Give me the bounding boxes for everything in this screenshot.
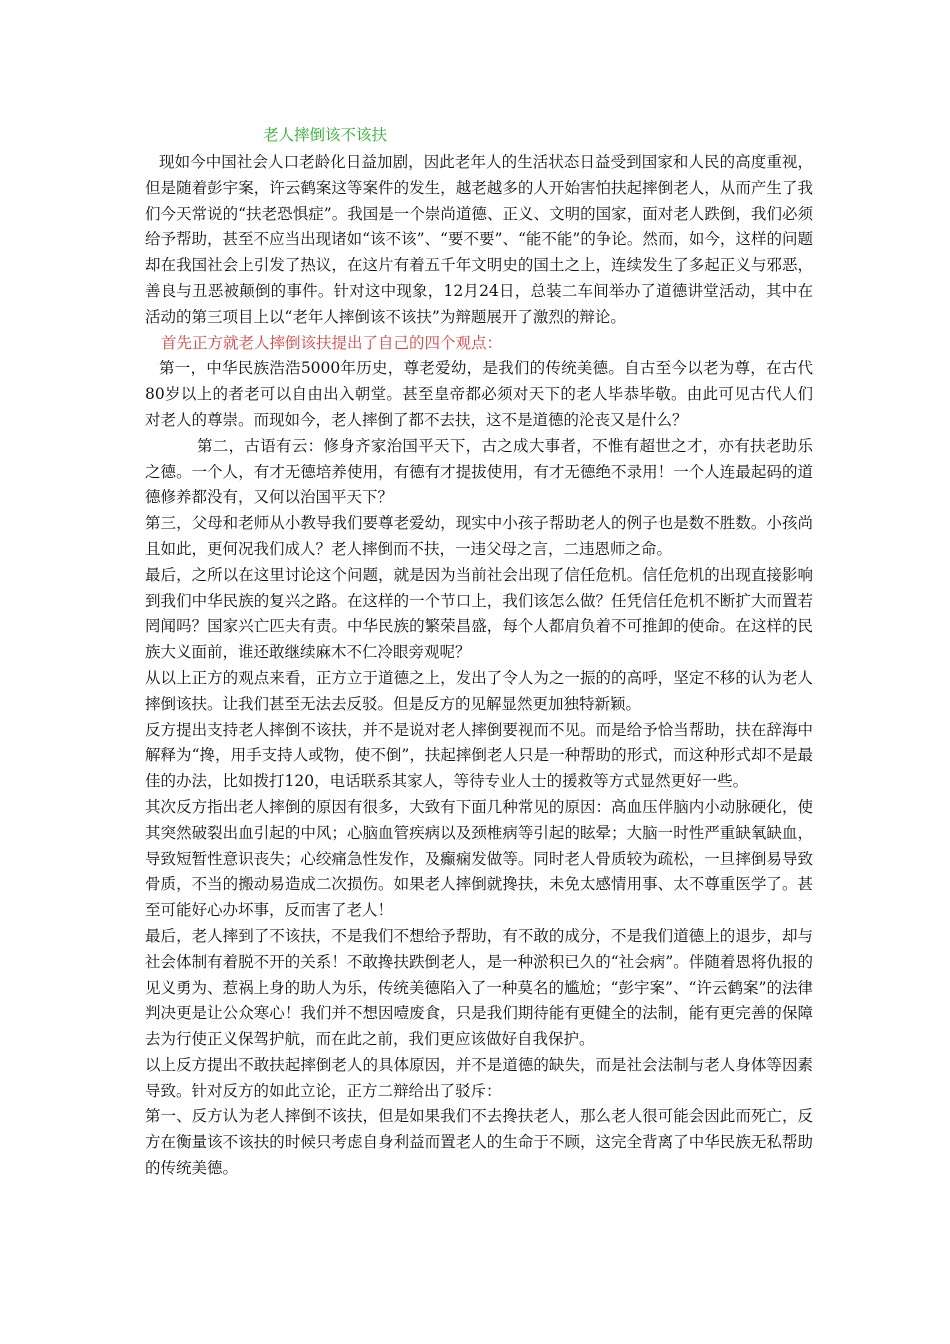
body-paragraph: 第三，父母和老师从小教导我们要尊老爱幼，现实中小孩子帮助老人的例子也是数不胜数。小孩尚且如此，更何况我们成人？老人摔倒而不扶，一违父母之言，二违恩师之命。 [145, 514, 813, 558]
document-body [145, 150, 813, 1182]
body-paragraph: 现如今中国社会人口老龄化日益加剧，因此老年人的生活状态日益受到国家和人民的高度重视，但是随着彭宇案，许云鹤案这等案件的发生，越老越多的人开始害怕扶起摔倒老人，从而产生了我们今天常说的“扶老恐惧症”。我国是一个崇尚道德、正义、文明的国家，面对老人跌倒，我们必须给予帮助，甚至不应当出现诸如“该不该”、“要不要”、“能不能”的争论。然而，如今，这样的问题却在我国社会上引发了热议，在这片有着五千年文明史的国土之上，连续发生了多起正义与邪恶，善良与丑恶被颠倒的事件。针对这中现象，12月24日，总装二车间举办了道德讲堂活动，其中在活动的第三项目上以“老年人摔倒该不该扶”为辩题展开了激烈的辩论。 [145, 153, 813, 326]
body-paragraph: 第一，中华民族浩浩5000年历史，尊老爱幼，是我们的传统美德。自古至今以老为尊，在古代80岁以上的者老可以自由出入朝堂。甚至皇帝都必须对天下的老人毕恭毕敬。由此可见古代人们对老人的尊崇。而现如今，老人摔倒了都不去扶，这不是道德的沦丧又是什么？ [145, 359, 813, 429]
body-paragraph: 第一、反方认为老人摔倒不该扶，但是如果我们不去搀扶老人，那么老人很可能会因此而死亡，反方在衡量该不该扶的时候只考虑自身利益而置老人的生命于不顾，这完全背离了中华民族无私帮助的传统美德。 [145, 1107, 813, 1178]
body-paragraph: 最后，老人摔到了不该扶，不是我们不想给予帮助，有不敢的成分，不是我们道德上的退步，却与社会体制有着脱不开的关系！不敢搀扶跌倒老人，是一种淤积已久的“社会病”。伴随着恩将仇报的见义勇为、惹祸上身的助人为乐，传统美德陷入了一种莫名的尴尬；“彭宇案”、“许云鹤案”的法律判决更是让公众寒心！我们并不想因噎废食，只是我们期待能有更健全的法制，能有更完善的保障去为行使正义保驾护航，而在此之前，我们更应该做好自我保护。 [145, 926, 813, 1049]
section-heading: 首先正方就老人摔倒该扶提出了自己的四个观点： [161, 333, 503, 352]
document-title: 老人摔倒该不该扶 [263, 126, 388, 144]
body-paragraph: 从以上正方的观点来看，正方立于道德之上，发出了令人为之一振的的高呼，坚定不移的认为老人摔倒该扶。让我们甚至无法去反驳。但是反方的见解显然更加独特新颖。 [145, 668, 813, 713]
body-paragraph: 以上反方提出不敢扶起摔倒老人的具体原因，并不是道德的缺失，而是社会法制与老人身体等因素导致。针对反方的如此立论，正方二辩给出了驳斥： [145, 1055, 813, 1100]
body-paragraph: 其次反方指出老人摔倒的原因有很多，大致有下面几种常见的原因：高血压伴脑内小动脉硬化，使其突然破裂出血引起的中风；心脑血管疾病以及颈椎病等引起的眩晕；大脑一时性严重缺氧缺血，导致短暂性意识丧失；心绞痛急性发作，及癫痫发做等。同时老人骨质较为疏松，一旦摔倒易导致骨质，不当的搬动易造成二次损伤。如果老人摔倒就搀扶，未免太感情用事、太不尊重医学了。甚至可能好心办坏事，反而害了老人！ [145, 797, 813, 920]
body-paragraph: 最后，之所以在这里讨论这个问题，就是因为当前社会出现了信任危机。信任危机的出现直接影响到我们中华民族的复兴之路。在这样的一个节口上，我们该怎么做？任凭信任危机不断扩大而置若罔闻吗？国家兴亡匹夫有责。中华民族的繁荣昌盛，每个人都肩负着不可推卸的使命。在这样的民族大义面前，谁还敢继续麻木不仁冷眼旁观呢？ [145, 565, 813, 662]
body-paragraph: 第二，古语有云：修身齐家治国平天下，古之成大事者，不惟有超世之才，亦有扶老助乐之德。一个人，有才无德培养使用，有德有才提拔使用，有才无德绝不录用！一个人连最起码的道德修养都没有，又何以治国平天下？ [145, 436, 813, 507]
body-paragraph: 反方提出支持老人摔倒不该扶，并不是说对老人摔倒要视而不见。而是给予恰当帮助，扶在辞海中解释为“搀，用手支持人或物，使不倒”，扶起摔倒老人只是一种帮助的形式，而这种形式却不是最佳的办法，比如拨打120，电话联系其家人，等待专业人士的援救等方式显然更好一些。 [145, 720, 813, 791]
document-page [145, 122, 813, 1182]
